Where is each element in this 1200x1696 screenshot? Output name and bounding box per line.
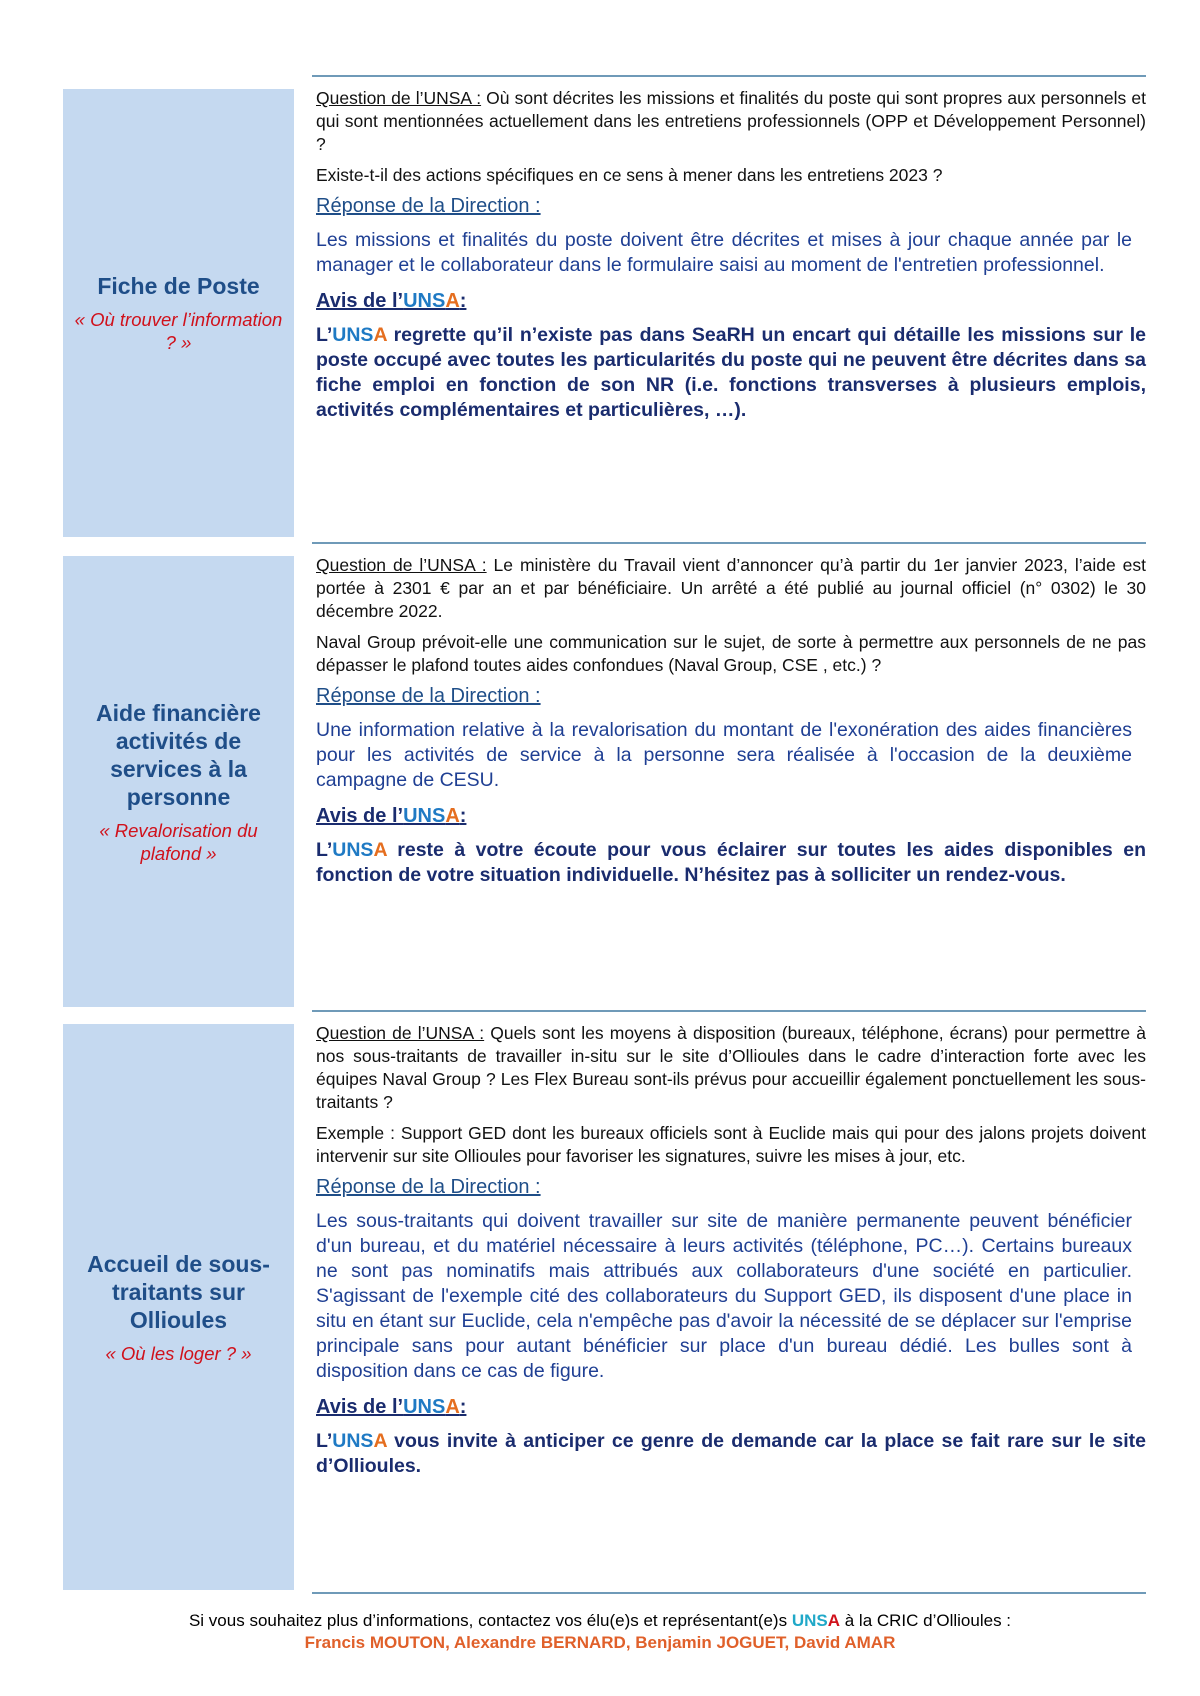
unsa-logo-text: A [373,839,387,861]
topic-section [63,75,1146,537]
question-detail: Exemple : Support GED dont les bureaux officiels sont à Euclide mais qui pour des jalons projets doivent intervenir sur site Ollioules pour favoriser les signatures, suivre les mises à jour, etc. [316,1123,1146,1166]
unsa-logo-text: A [827,1611,841,1630]
topic-content [312,75,1146,537]
question-text: Où sont décrites les missions et finalités du poste qui sont propres aux personnels et qui sont mentionnées actuellement dans les entretiens professionnels (OPP et Développement Personnel) ? [316,88,1146,154]
question [316,87,1146,156]
topic-section [63,1010,1146,1590]
topic-sidebar [63,556,294,1007]
response-heading: Réponse de la Direction : [316,685,541,707]
unsa-logo-text: UNS [332,1430,374,1452]
unsa-logo-text: A [445,290,460,312]
avis-text [316,323,1146,423]
unsa-logo-text: UNS [332,839,374,861]
topic-content [312,1010,1146,1590]
unsa-logo-text: A [445,805,460,827]
unsa-logo-text: UNS [403,805,446,827]
question [316,554,1146,623]
avis-label: Avis de l’ [316,1396,404,1418]
question [316,1022,1146,1114]
footer-contact-line [0,1610,1200,1632]
avis-body: vous invite à anticiper ce genre de demande car la place se fait rare sur le site d’Ollioules. [316,1430,1146,1477]
footer-text: à la CRIC d’Ollioules : [840,1611,1012,1630]
avis-prefix: L’ [316,839,333,861]
avis-text [316,838,1146,888]
bottom-divider [312,1592,1146,1594]
topic-sidebar [63,89,294,537]
response-text: Les missions et finalités du poste doivent être décrites et mises à jour chaque année par le manager et le collaborateur dans le formulaire saisi au moment de l'entretien professionnel. [316,229,1132,276]
avis-body: regrette qu’il n’existe pas dans SeaRH un encart qui détaille les missions sur le poste occupé avec toutes les particularités du poste qui ne peuvent être décrites dans sa fiche emploi en fonction de son NR (i.e. fonctions transverses à plusieurs emplois, activités complémentaires et particulières, …). [316,324,1146,421]
question-detail: Existe-t-il des actions spécifiques en ce sens à mener dans les entretiens 2023 ? [316,165,943,185]
avis-heading: Avis de l’UNSA: [316,290,467,312]
topic-subtitle: « Où les loger ? » [105,1342,252,1364]
unsa-logo-text: A [373,1430,387,1452]
unsa-logo-text: UNS [791,1611,828,1630]
avis-prefix: L’ [316,1430,333,1452]
avis-body: reste à votre écoute pour vous éclairer sur toutes les aides disponibles en fonction de votre situation individuelle. N’hésitez pas à solliciter un rendez-vous. [316,839,1146,886]
footer-text: Si vous souhaitez plus d’informations, contactez vos élu(e)s et représentant(e)s [188,1611,792,1630]
unsa-logo-text: A [445,1396,460,1418]
response-heading: Réponse de la Direction : [316,1176,541,1198]
unsa-logo-text: UNS [403,290,446,312]
topic-content [312,542,1146,1007]
footer [0,1610,1200,1654]
topic-title: Aide financière activités de services à la personne [96,699,261,810]
topic-subtitle: « Revalorisation du plafond » [99,819,258,864]
topic-sidebar [63,1024,294,1590]
topic-title: Fiche de Poste [97,273,260,299]
topic-section [63,542,1146,1007]
unsa-logo-text: A [373,324,387,346]
unsa-logo-text: UNS [332,324,374,346]
avis-prefix: L’ [316,324,333,346]
avis-label: Avis de l’ [316,290,404,312]
question-text: Le ministère du Travail vient d’annoncer qu’à partir du 1er janvier 2023, l’aide est portée à 2301 € par an et par bénéficiaire. Un arrêté a été publié au journal officiel (n° 0302) le 30 décembre 2022. [316,555,1146,621]
question-text: Quels sont les moyens à disposition (bureaux, téléphone, écrans) pour permettre à nos sous-traitants de travailler in-situ sur le site d’Ollioules dans le cadre d’interaction forte avec les équipes Naval Group ? Les Flex Bureau sont-ils prévus pour accueillir également ponctuellement les sous-traitants ? [316,1023,1146,1112]
avis-heading: Avis de l’UNSA: [316,805,467,827]
avis-heading: Avis de l’UNSA: [316,1396,467,1418]
topic-title: Accueil de sous-traitants sur Ollioules [87,1250,270,1333]
avis-label: Avis de l’ [316,805,404,827]
question-detail: Naval Group prévoit-elle une communication sur le sujet, de sorte à permettre aux personnels de ne pas dépasser le plafond toutes aides confondues (Naval Group, CSE , etc.) ? [316,632,1146,675]
avis-text [316,1429,1146,1479]
question-label: Question de l’UNSA : [316,1023,485,1043]
question-label: Question de l’UNSA : [316,88,482,108]
response-text: Une information relative à la revalorisation du montant de l'exonération des aides financières pour les activités de service à la personne sera réalisée à l'occasion de la deuxième campagne de CESU. [316,719,1132,791]
topic-subtitle: « Où trouver l’information ? » [74,309,283,353]
unsa-logo-text: UNS [403,1396,446,1418]
representatives-names: Francis MOUTON, Alexandre BERNARD, Benjamin JOGUET, David AMAR [304,1633,896,1652]
response-text: Les sous-traitants qui doivent travailler sur site de manière permanente peuvent bénéficier d'un bureau, et du matériel nécessaire à leurs activités (téléphone, PC…). Certains bureaux ne sont pas nominatifs mais attribués aux collaborateurs d'une société en particulier. S'agissant de l'exemple cité des collaborateurs du Support GED, ils disposent d'une place in situ en étant sur Euclide, cela n'empêche pas d'avoir la nécessité de se déplacer sur l'emprise principale sans pour autant bénéficier sur place d'un bureau dédié. Les bulles sont à disposition dans ce cas de figure. [316,1210,1132,1382]
response-heading: Réponse de la Direction : [316,195,541,217]
question-label: Question de l’UNSA : [316,555,487,575]
